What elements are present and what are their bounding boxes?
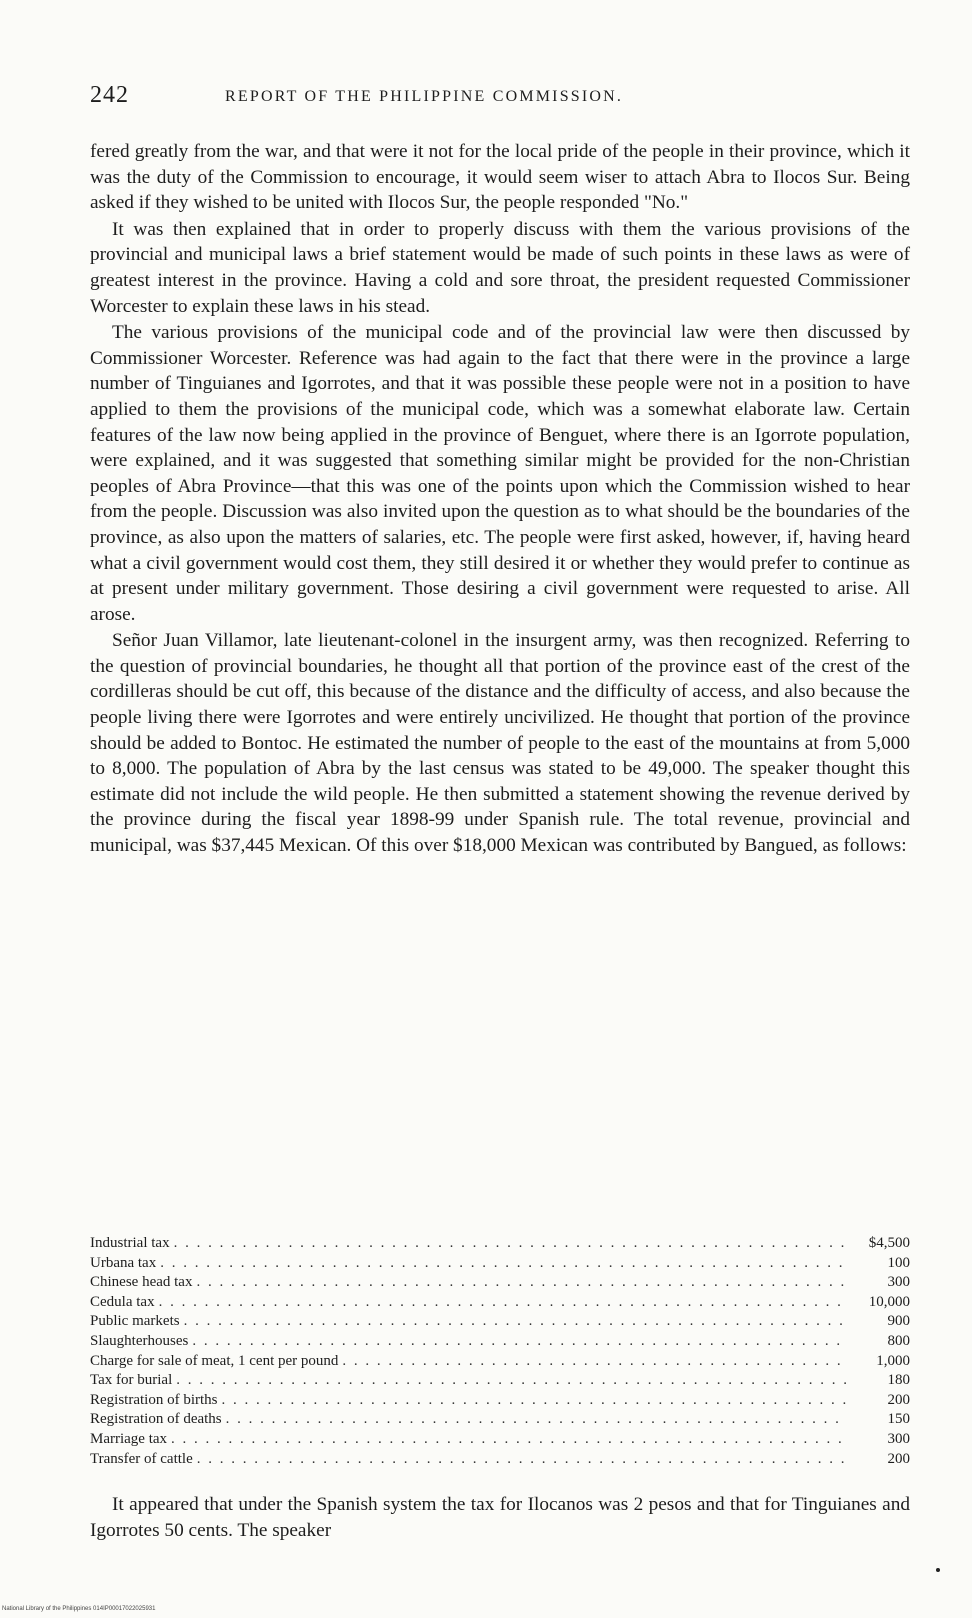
dot-leader: [159, 1293, 846, 1313]
table-row: [90, 1450, 910, 1470]
row-amount: 10,000: [868, 1293, 910, 1310]
row-amount: 200: [887, 1391, 910, 1408]
dot-leader: [226, 1410, 846, 1430]
row-amount: 200: [887, 1450, 910, 1467]
row-item: Cedula tax: [90, 1293, 155, 1310]
closing-text: [90, 1492, 910, 1543]
scan-speck: [936, 1568, 940, 1572]
table-row: [90, 1234, 910, 1254]
row-item: Marriage tax: [90, 1430, 168, 1447]
paragraph: It was then explained that in order to properly discuss with them the various provisions of the provincial and municipal laws a brief statement would be made of such points in these laws as were of greatest interest in the province. Having a cold and sore throat, the president requested Commissioner Worcester to explain these laws in his stead.: [90, 218, 910, 317]
table-row: [90, 1410, 910, 1430]
row-item: Registration of births: [90, 1391, 218, 1408]
table-row: [90, 1312, 910, 1332]
dot-leader: [160, 1254, 846, 1274]
table-row: [90, 1371, 910, 1391]
row-amount: 150: [887, 1411, 910, 1428]
table-row: [90, 1254, 910, 1274]
row-item: Registration of deaths: [90, 1411, 222, 1428]
dot-leader: [192, 1332, 846, 1352]
table-row: [90, 1273, 910, 1293]
paragraph: It appeared that under the Spanish system the tax for Ilocanos was 2 pesos and that for Tinguianes and Igorrotes 50 cents. The speaker: [90, 1494, 910, 1541]
table-row: [90, 1293, 910, 1313]
body-text: [90, 139, 910, 859]
row-amount: 800: [887, 1332, 910, 1349]
row-item: Slaughterhouses: [90, 1332, 189, 1349]
row-amount: 100: [887, 1254, 910, 1271]
page-number: 242: [90, 82, 129, 108]
table-row: [90, 1391, 910, 1411]
row-item: Chinese head tax: [90, 1274, 193, 1291]
paragraph: fered greatly from the war, and that were it not for the local pride of the people in their province, which it was the duty of the Commission to encourage, it would seem wiser to attach Abra to Ilocos Sur. Being asked if they wished to be united with Ilocos Sur, the people responded "No.": [90, 141, 910, 214]
row-item: Public markets: [90, 1313, 180, 1330]
dot-leader: [222, 1391, 847, 1411]
dot-leader: [197, 1450, 846, 1470]
dot-leader: [171, 1430, 846, 1450]
table-row: [90, 1332, 910, 1352]
row-amount: 1,000: [876, 1352, 910, 1369]
running-head: REPORT OF THE PHILIPPINE COMMISSION.: [225, 88, 624, 105]
footer-credit: National Library of the Philippines 014IP00017022025931: [2, 1606, 156, 1612]
row-item: Tax for burial: [90, 1372, 173, 1389]
table-row: [90, 1352, 910, 1372]
revenue-table: [90, 1234, 910, 1469]
table-row: [90, 1430, 910, 1450]
row-amount: 900: [887, 1313, 910, 1330]
row-item: Charge for sale of meat, 1 cent per pound: [90, 1352, 339, 1369]
row-amount: 300: [887, 1430, 910, 1447]
dot-leader: [184, 1312, 846, 1332]
row-amount: 300: [887, 1274, 910, 1291]
row-item: Transfer of cattle: [90, 1450, 193, 1467]
row-amount: 180: [887, 1372, 910, 1389]
dot-leader: [176, 1371, 846, 1391]
paragraph: Señor Juan Villamor, late lieutenant-colonel in the insurgent army, was then recognized. Referring to the question of provincial boundaries, he thought all that portion of the province east of the crest of the cordilleras should be cut off, this because of the distance and the difficulty of access, and also because the people living there were Igorrotes and were entirely uncivilized. He thought that portion of the province should be added to Bontoc. He estimated the number of people to the east of the mountains at from 5,000 to 8,000. The population of Abra by the last census was stated to be 49,000. The speaker thought this estimate did not include the wild people. He then submitted a statement showing the revenue derived by the province during the fiscal year 1898-99 under Spanish rule. The total revenue, provincial and municipal, was $37,445 Mexican. Of this over $18,000 Mexican was contributed by Bangued, as follows:: [90, 630, 910, 857]
row-item: Urbana tax: [90, 1254, 157, 1271]
dot-leader: [342, 1352, 846, 1372]
page-header: [90, 82, 910, 118]
paragraph: The various provisions of the municipal code and of the provincial law were then discussed by Commissioner Worcester. Reference was had again to the fact that there were in the province a large number of Tinguianes and Igorrotes, and that it was possible these people were not in a position to have applied to them the provisions of the municipal code, which was a somewhat elaborate law. Certain features of the law now being applied in the province of Benguet, where there is an Igorrote population, were explained, and it was suggested that something similar might be provided for the non-Christian peoples of Abra Province—that this was one of the points upon which the Commission wished to hear from the people. Discussion was also invited upon the question as to what should be the boundaries of the province, as also upon the matters of salaries, etc. The people were first asked, however, if, having heard what a civil government would cost them, they still desired it or whether they would prefer to continue as at present under military government. Those desiring a civil government were requested to arise. All arose.: [90, 322, 910, 625]
dot-leader: [196, 1273, 846, 1293]
row-amount: $4,500: [868, 1235, 910, 1251]
row-item: Industrial tax: [90, 1235, 170, 1251]
dot-leader: [174, 1234, 846, 1254]
